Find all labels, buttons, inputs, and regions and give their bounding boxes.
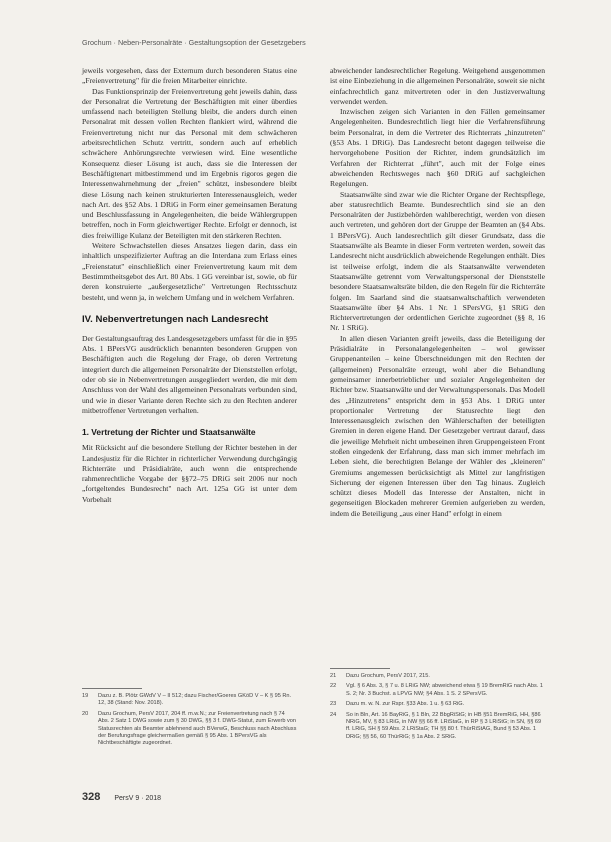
footnote <box>82 711 297 748</box>
footnote <box>330 673 545 680</box>
footnote-text: Vgl. § 6 Abs. 3, § 7 u. 8 LRiG NW; abweichend etwa § 19 BremRiG nach Abs. 1 S. 2; Nr. 3 Buchst. a LPVG NW; §4 Abs. 1 S. 2 SPersVG. <box>346 683 544 697</box>
sub-heading: 1. Vertretung der Richter und Staatsanwälte <box>82 427 256 438</box>
journal-citation: PersV 9 · 2018 <box>114 795 162 802</box>
footnote <box>330 712 545 742</box>
footnote-number: 19 <box>82 693 89 699</box>
footnote-text: So in Bln, Art. 16 BayRiG, § 1 Bln, 22 BbgRiStG; in HB §51 BremRiG, HH, §86 NRiG, MV, § 83 LRiG, in NW §§ 66 ff. LRiStaG, in RP § 3 LRiStG; in SN, §§ 69 ff. LRiG, SH § 59 Abs. 2 LRiStaG; TH §§ 80 f. ThürRiStAG, Bund § 53 Abs. 1 DRiG; §§ 56, 60 ThürRiG; § 1a Abs. 2 SRiG. <box>346 711 542 740</box>
footnote-rule <box>330 668 390 669</box>
body-paragraph: Mit Rücksicht auf die besondere Stellung der Richter bestehen in der Landesjustiz für die Richter in richterlicher Verwendung durchgängig Richterräte und Präsidialräte, auch wenn die entsprechende rahmenrechtliche Vorgabe der §§72–75 DRiG seit 2006 nur noch „fortgeltendes Bundesrecht" nach Art. 125a GG ist unter dem Vorbehalt <box>82 443 297 504</box>
footnotes-right <box>330 668 545 744</box>
body-paragraph: abweichender landesrechtlicher Regelung. Weitgehend ausgenommen ist eine Einbeziehung in die allgemeinen Personalräte, soweit sie nicht einfachrechtlich ganz mitvertreten oder in den Justizverwaltung verwendet werden. <box>330 66 545 106</box>
footnotes-left <box>82 688 297 751</box>
page-number: 328 <box>82 791 101 803</box>
footnote-number: 24 <box>330 711 337 718</box>
footnote-number: 20 <box>82 710 89 717</box>
footnote-number: 23 <box>330 701 337 708</box>
footnote-rule <box>82 688 142 689</box>
body-paragraph: Inzwischen zeigen sich Varianten in den Fällen gemeinsamer Angelegenheiten. Bundesrechtlich liegt hier die Verfahrensführung beim Personalrat, in dem die Vertreter des Richterrats „hinzutreten" (§53 Abs. 1 DRiG). Das Landesrecht betont dagegen teilweise die hervorgehobene Position der Richter, indem grundsätzlich im Verfahren der Richterrat „führt", auch mit der Folge eines abweichenden Rechtsweges nach §60 DRiG auf sachgleichen Regelungen. <box>330 107 545 189</box>
footnote-number: 21 <box>330 673 337 679</box>
footnote-text: Dazu Grochum, PersV 2017, 204 ff. m.w.N.; zur Freienvertretung nach § 74 Abs. 2 Satz 1 DWG sowie zum § 30 DWG, §§ 3 f. DWG-Statut, zum Erwerb von Statusrechten als Beamter ablehnend auch BVerwG, Beschluss nach Abschluss der Berufungsfrage gleichermaßen gemäß § 95 Abs. 1 BPersVG als Nichtbeschäftigte zugeordnet. <box>98 710 297 747</box>
right-column <box>330 66 545 519</box>
footnote <box>330 701 545 708</box>
page-footer <box>82 791 161 803</box>
body-paragraph: Der Gestaltungsauftrag des Landesgesetzgebers umfasst für die in §95 Abs. 1 BPersVG ausdrücklich benannten besonderen Gruppen von Beschäftigten auch die Regelung der Frage, ob deren Vertretung integriert durch die allgemeinen Personalräte der Dienststellen erfolgt, oder ob sie in Nebenvertretungen ausgegliedert werden, die mit dem Anschluss von der Wahl des allgemeinen Personalrats verbunden sind, und wie in dieser Variante deren Rechte sich zu den Rechten anderer mitbetroffener Vertretungen verhalten. <box>82 333 297 415</box>
footnote-text: Dazu m. w. N. zur Rspr. §33 Abs. 1 u. § 63 RiG. <box>346 701 465 708</box>
footnote-text: Dazu Grochum, PersV 2017, 215. <box>346 673 430 679</box>
body-paragraph: Staatsanwälte sind zwar wie die Richter Organe der Rechtspflege, aber statusrechtlich Beamte. Bundesrechtlich sind sie an den Personalräten der Justizbehörden wahlberechtigt, werden von diesen auch vertreten, und gehören dort der Gruppe der Beamten an (§4 Abs. 1 BPersVG). Auch landesrechtlich gilt dieser Grundsatz, dass die Staatsanwälte als Beamte in dieser Form vertreten werden, soweit das Landesrecht nicht ausdrücklich abweichende Regelungen enthält. Dies ist teilweise erfolgt, indem die als Staatsanwälte verwendeten Staatsanwälte getrennt vom Verwaltungspersonal der Dienststelle besondere Staatsanwaltsräte bilden, die den Regeln für die Richterräte folgen. Im Saarland sind die staatsanwaltschaftlich verwendeten Staatsanwälte über §4 Abs. 1 Nr. 1 SPersVG, §1 SRiG den Richtervertretungen der ordentlichen Gerichte zugeordnet (§§ 8, 16 Nr. 1 SRiG). <box>330 189 545 333</box>
running-header: Grochum · Neben-Personalräte · Gestaltungsoption der Gesetzgebers <box>82 38 306 47</box>
footnote-text: Dazu z. B. Plötz GWdV V – II 512; dazu Fischer/Goeres GKöD V – K § 95 Rn. 12, 38 (Stand: Nov. 2018). <box>98 693 292 707</box>
footnote-number: 22 <box>330 683 337 690</box>
footnote <box>82 693 297 708</box>
body-paragraph: Weitere Schwachstellen dieses Ansatzes liegen darin, dass ein inhaltlich unspezifizierter Auftrag an die Interdana zum Erlass eines „Freienstatut" einschließlich einer Freienvertretung kaum mit dem Bestimmtheitsgebot des Art. 80 Abs. 1 GG vereinbar ist, sowie, ob für deren konstruierte „außergesetzliche" Vertretungen Rechtsschutz besteht, und wenn ja, in welchem Umfang und in welchem Verfahren. <box>82 241 297 302</box>
section-heading: IV. Nebenvertretungen nach Landesrecht <box>82 313 269 325</box>
body-paragraph: jeweils vorgesehen, dass der Externum durch besonderen Status eine „Freienvertretung" für die freien Mitarbeiter einrichte. <box>82 66 297 86</box>
body-paragraph: Das Funktionsprinzip der Freienvertretung geht jeweils dahin, dass der Personalrat die Vertretung der Beschäftigten mit einer überdies umfassend nach beteiligten Stellung bleibt, die anders durch einen Personalrat mit dessen vollen Rechten flankiert wird, während die Freienvertretung nicht nur das Personal mit dem schwächeren arbeitsrechtlichen Schutz vertritt, sondern auch auf erheblich schwächere Anhörungsrechte verwiesen wird. Eine wesentliche Konsequenz dieser Lösung ist auch, dass sie die Interessen der Beschäftigtenart mitbestimmend und im Ergebnis rigoros gegen die Interessenwahrnehmung der „freien" schützt, insbesondere bleibt diese Lösung nach keinen strukturierten Interessenausgleich, weder nach Art. des §52 Abs. 1 DRiG in Form einer gemeinsamen Beratung und Beschlussfassung in Angelegenheiten, die beide Wählergruppen betreffen, noch in Form gleichwertiger Rechte. Erfolgt er dennoch, ist dies freiwillige Kulanz der Beteiligten mit den stärkeren Rechten. <box>82 86 297 240</box>
footnote <box>330 683 545 698</box>
left-column <box>82 66 297 505</box>
body-paragraph: In allen diesen Varianten greift jeweils, dass die Beteiligung der Präsidialräte in Personalangelegenheiten – wol gewisser Gruppenanteilen – keine Überschneidungen mit den Rechten der (allgemeinen) Personalräte erzeugt, wohl aber die Behandlung gemeinsamer innerbetrieblicher und sozialer Angelegenheiten der Richter bzw. Staatsanwälte und der Verwaltungspersonals. Das Modell des „Hinzutretens" entspricht dem in §53 Abs. 1 DRiG unter proportionaler Vertretung der Statusrechte liegt den Interessenausgleich zwischen den Wählerschaften der beteiligten Gremien in deren eigene Hand. Der Gesetzgeber vertraut darauf, dass die jeweilige Mehrheit nicht umbeseinen ihren Gruppengeisteen Front stoßen eingedenk der Erfahrung, dass man sich immer mehrfach im Leben sieht, die berechtigten Belange der Wähler des „kleineren" Gremiums angemessen berücksichtigt als Mittel zur langfristigen Sicherung der eigenen Interessen über den Tag hinaus. Zugleich schützt dieses Modell das Interesse der Anstalten, nicht in gegenseitigen Blockaden mehrerer Gremien aufgerieben zu werden, indem die Beteiligung „aus einer Hand" erfolgt in einem <box>330 333 545 518</box>
